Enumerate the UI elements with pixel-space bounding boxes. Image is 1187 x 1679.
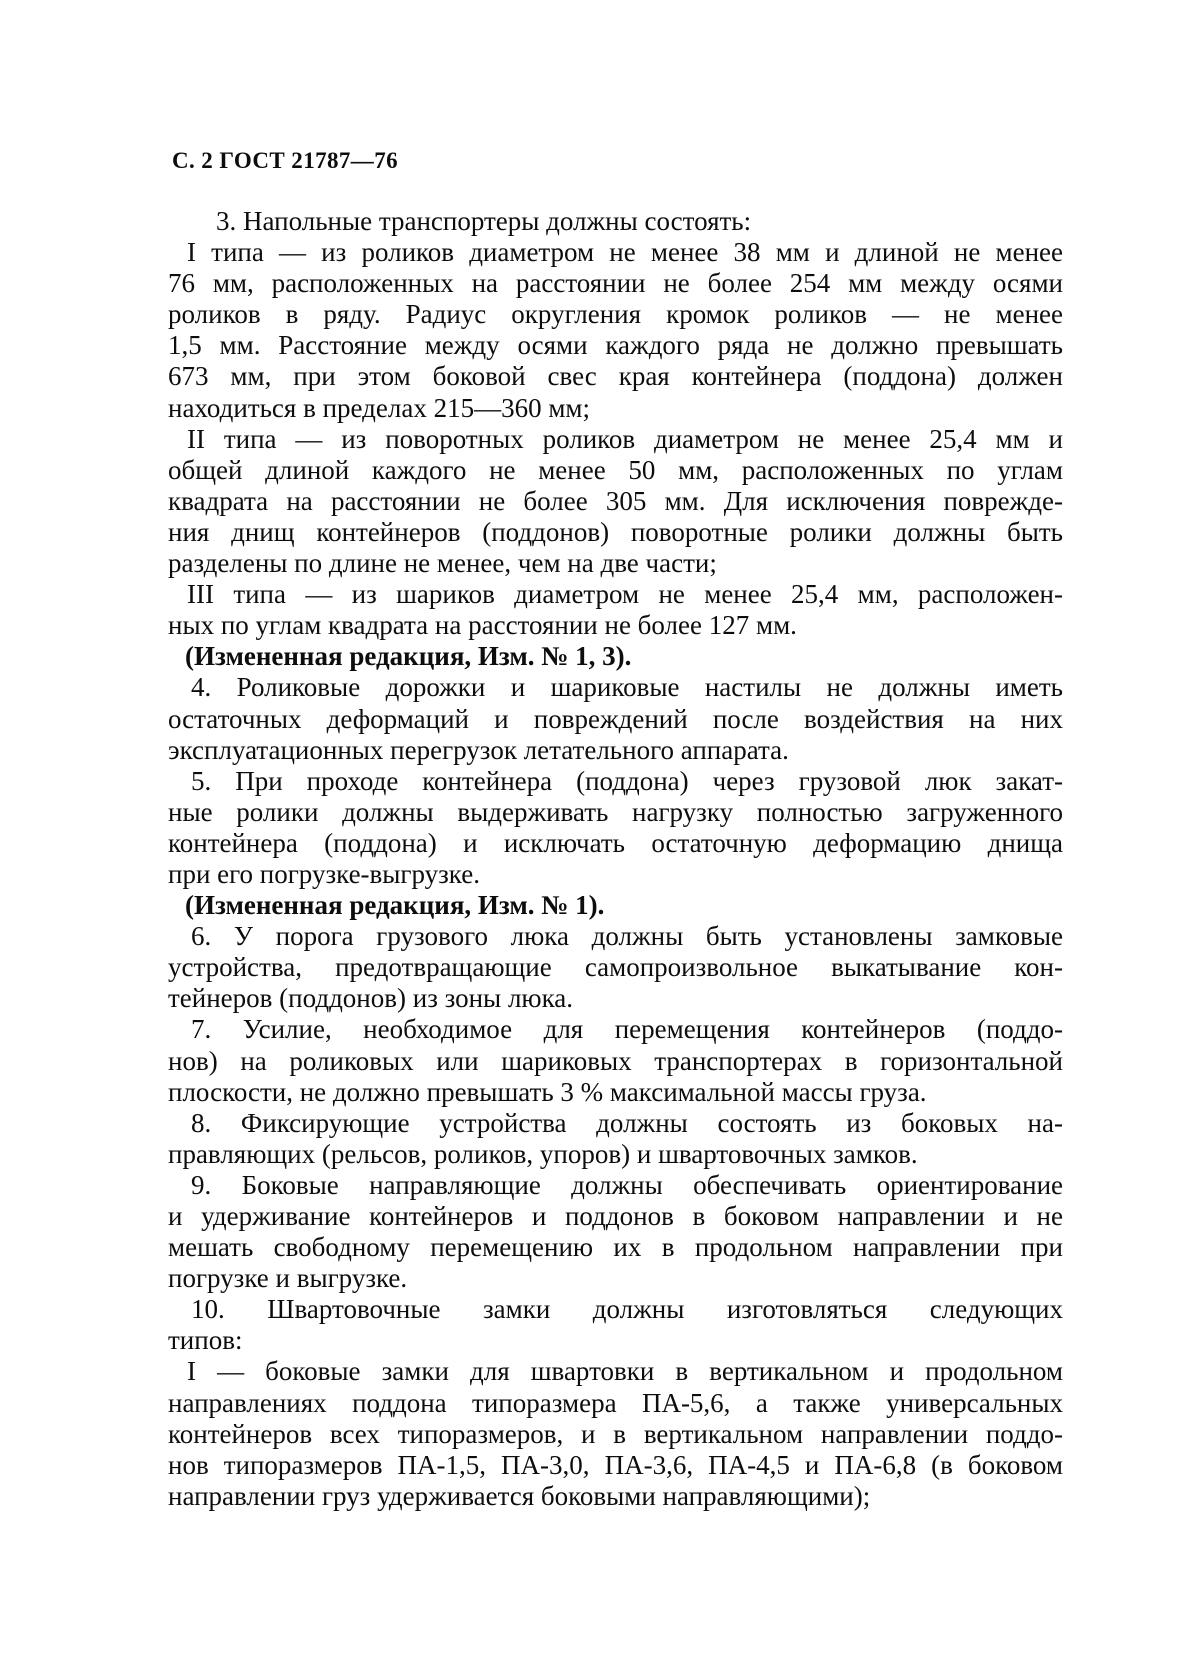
text-line: остаточных деформаций и повреждений после воздействия на них [168,703,1063,734]
text-line: 8. Фиксирующие устройства должны состоять из боковых на- [191,1107,1063,1138]
paragraph [168,579,1063,641]
paragraph [168,641,1063,672]
text-line: общей длиной каждого не менее 50 мм, расположенных по углам [168,454,1063,485]
text-line: 9. Боковые направляющие должны обеспечивать ориентирование [191,1169,1063,1200]
paragraph [168,921,1063,1014]
text-line: при его погрузке-выгрузке. [168,858,480,889]
text-line: 7. Усилие, необходимое для перемещения контейнеров (поддо- [191,1014,1063,1045]
document-text [168,206,1063,1512]
text-line: плоскости, не должно превышать 3 % максимальной массы груза. [168,1076,927,1107]
paragraph [168,206,1063,237]
text-line: направлении груз удерживается боковыми направляющими); [168,1480,871,1511]
text-line: I — боковые замки для швартовки в вертикальном и продольном [187,1356,1063,1387]
text-line: (Измененная редакция, Изм. № 1, 3). [185,641,632,672]
text-line: 1,5 мм. Расстояние между осями каждого ряда не должно превышать [168,330,1063,361]
text-line: нов типоразмеров ПА-1,5, ПА-3,0, ПА-3,6, ПА-4,5 и ПА-6,8 (в боковом [168,1449,1063,1480]
text-line: 3. Напольные транспортеры должны состоять: [216,206,752,236]
text-line: разделены по длине не менее, чем на две части; [168,548,717,579]
text-line: квадрата на расстоянии не более 305 мм. Для исключения поврежде- [168,485,1063,516]
paragraph [168,1014,1063,1107]
text-line: нов) на роликовых или шариковых транспортерах в горизонтальной [168,1045,1063,1076]
paragraph [168,1108,1063,1170]
page-header: С. 2 ГОСТ 21787—76 [172,148,398,173]
text-line: погрузке и выгрузке. [168,1263,408,1294]
text-line: контейнеров всех типоразмеров, и в вертикальном направлении поддо- [168,1418,1063,1449]
text-line: III типа — из шариков диаметром не менее 25,4 мм, расположен- [187,579,1063,610]
paragraph [168,766,1063,890]
text-line: направлениях поддона типоразмера ПА-5,6, а также универсальных [168,1387,1063,1418]
paragraph [168,237,1063,424]
text-line: 673 мм, при этом боковой свес края контейнера (поддона) должен [168,361,1063,392]
paragraph [168,424,1063,579]
text-line: II типа — из поворотных роликов диаметром не менее 25,4 мм и [187,423,1063,454]
paragraph [168,1294,1063,1356]
text-line: роликов в ряду. Радиус округления кромок роликов — не менее [168,299,1063,330]
text-line: мешать свободному перемещению их в продольном направлении при [168,1232,1063,1263]
paragraph [168,1356,1063,1511]
text-line: 4. Роликовые дорожки и шариковые настилы не должны иметь [191,672,1063,703]
paragraph [168,890,1063,921]
text-line: 6. У порога грузового люка должны быть установлены замковые [191,921,1063,952]
text-line: 5. При проходе контейнера (поддона) через грузовой люк закат- [191,765,1063,796]
text-line: 10. Швартовочные замки должны изготовляться следующих [191,1294,1063,1325]
text-line: I типа — из роликов диаметром не менее 38 мм и длиной не менее [187,237,1063,268]
text-line: правляющих (рельсов, роликов, упоров) и швартовочных замков. [168,1138,918,1169]
text-line: ных по углам квадрата на расстоянии не более 127 мм. [168,610,797,641]
paragraph [168,672,1063,765]
text-line: и удерживание контейнеров и поддонов в боковом направлении и не [168,1201,1063,1231]
text-line: находиться в пределах 215—360 мм; [168,392,591,423]
text-line: 76 мм, расположенных на расстоянии не более 254 мм между осями [168,268,1063,299]
text-line: устройства, предотвращающие самопроизвольное выкатывание кон- [168,952,1063,983]
text-line: контейнера (поддона) и исключать остаточную деформацию днища [168,827,1063,858]
paragraph [168,1170,1063,1294]
text-line: ния днищ контейнеров (поддонов) поворотные ролики должны быть [168,516,1063,547]
text-line: (Измененная редакция, Изм. № 1). [185,890,605,921]
text-line: эксплуатационных перегрузок летательного аппарата. [168,734,789,765]
text-line: тейнеров (поддонов) из зоны люка. [168,983,574,1014]
text-line: типов: [168,1325,243,1356]
text-line: ные ролики должны выдерживать нагрузку полностью загруженного [168,796,1063,827]
